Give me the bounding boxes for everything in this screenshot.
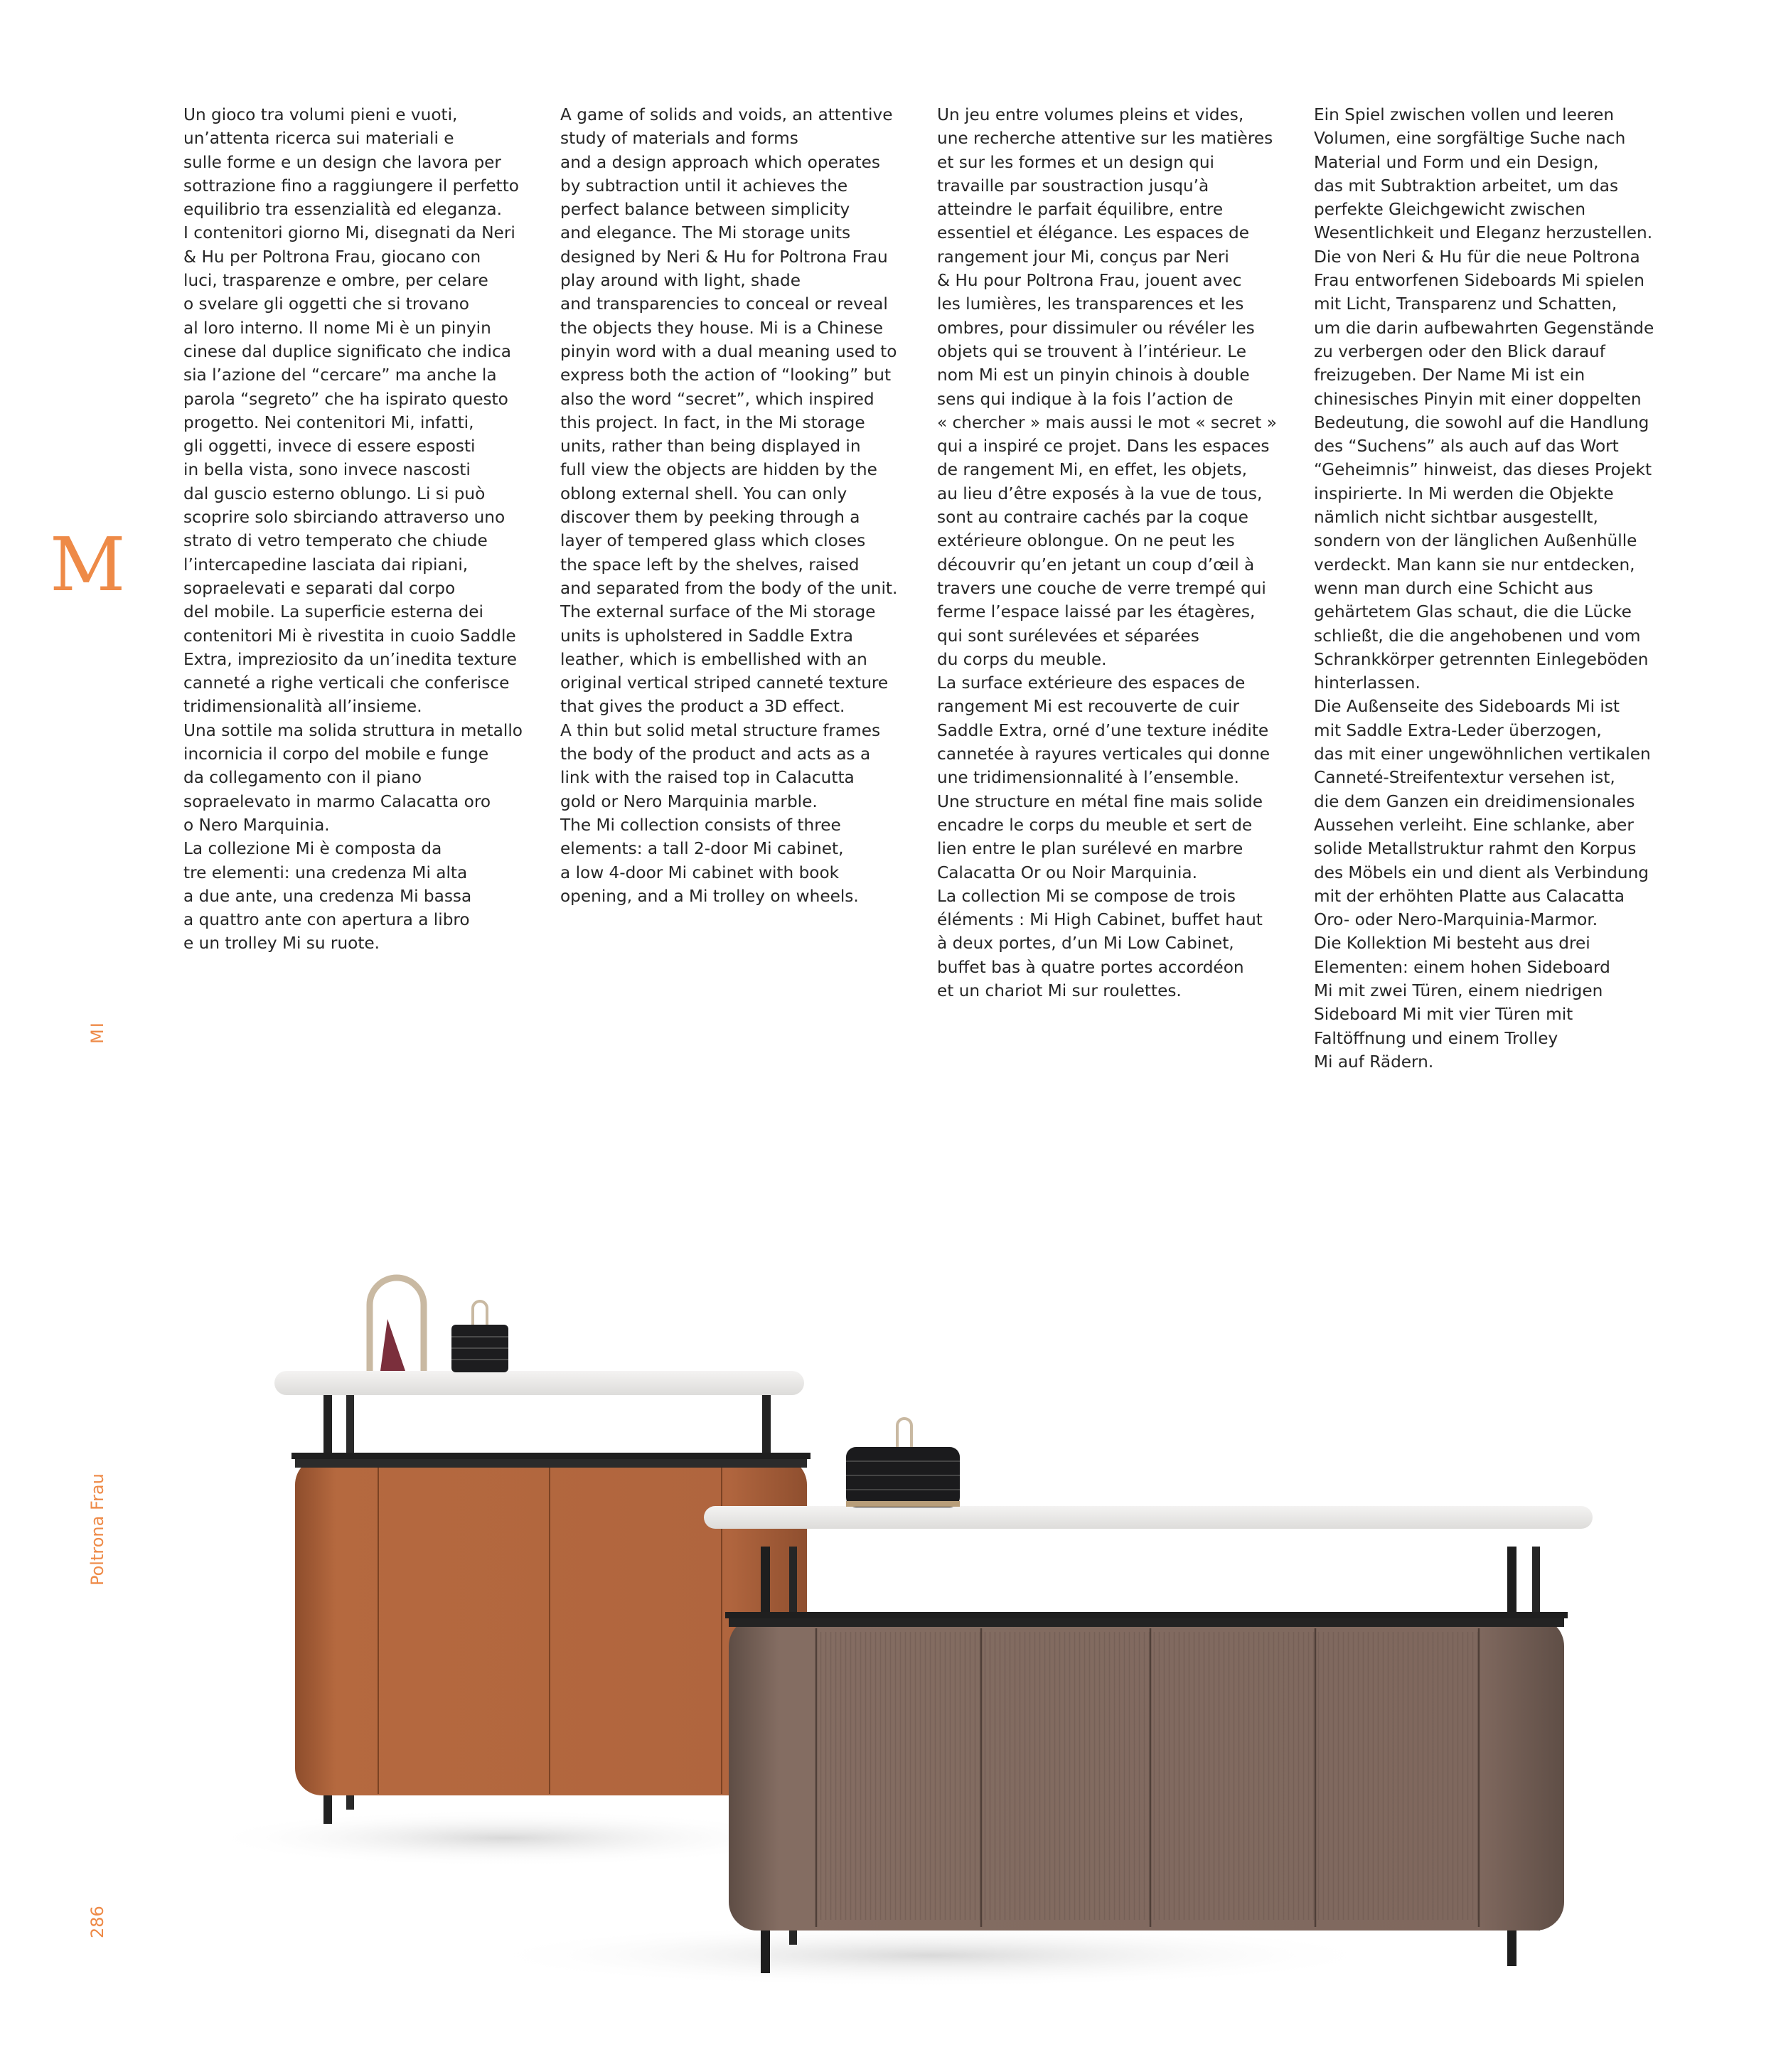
text-column-german: Ein Spiel zwischen vollen und leeren Volumen, eine sorgfältige Suche nach Material und Form und ein Design, das mit Subtraktion arbeitet, um das perfekte Gleichgewicht zwischen Wesentlichkeit und Eleganz herzustellen. Die von Neri & Hu für die neue Poltrona Frau entworfenen Sideboards Mi spielen mit Licht, Transparenz und Schatten, um die darin aufbewahrten Gegenstände zu verbergen oder den Blick darauf freizugeben. Der Name Mi ist ein chinesisches Pinyin mit einer doppelten Bedeutung, die sowohl auf die Handlung des “Suchens” als auch auf das Wort “Geheimnis” hinweist, das dieses Projekt inspirierte. In Mi werden die Objekte nämlich nicht sichtbar ausgestellt, sondern von der länglichen Außenhülle verdeckt. Man kann sie nur entdecken, wenn man durch eine Schicht aus gehärtetem Glas schaut, die die Lücke schließt, die die angehobenen und vom Schrankkörper getrennten Einlegeböden hinterlassen. Die Außenseite des Sideboards Mi ist mit Saddle Extra-Leder überzogen, das mit einer ungewöhnlichen vertikalen Canneté-Streifentextur versehen ist, die dem Ganzen ein dreidimensionales Aussehen verleiht. Eine schlanke, aber solide Metallstruktur rahmt den Korpus des Möbels ein und dient als Verbindung mit der erhöhten Platte aus Calacatta Oro- oder Nero-Marquinia-Marmor. Die Kollektion Mi besteht aus drei Elementen: einem hohen Sideboard Mi mit zwei Türen, einem niedrigen Sideboard Mi mit vier Türen mit Faltöffnung und einem Trolley Mi auf Rädern.: [1314, 105, 1654, 1072]
text-column-english: A game of solids and voids, an attentive study of materials and forms and a design approach which operates by subtraction until it achieves the perfect balance between simplicity and elegance. The Mi storage units designed by Neri & Hu for Poltrona Frau play around with light, shade and transparencies to conceal or reveal the objects they house. Mi is a Chinese pinyin word with a dual meaning used to express both the action of “looking” but also the word “secret”, which inspired this project. In fact, in the Mi storage units, rather than being displayed in full view the objects are hidden by the oblong external shell. You can only discover them by peeking through a layer of tempered glass which closes the space left by the shelves, raised and separated from the body of the unit. The external surface of the Mi storage units is upholstered in Saddle Extra leather, which is embellished with an original vertical striped canneté texture that gives the product a 3D effect. A thin but solid metal structure frames the body of the product and acts as a link with the raised top in Calacutta gold or Nero Marquinia marble. The Mi collection consists of three elements: a tall 2-door Mi cabinet, a low 4-door Mi cabinet with book opening, and a Mi trolley on wheels.: [560, 105, 898, 906]
text-column-italian: Un gioco tra volumi pieni e vuoti, un’attenta ricerca sui materiali e sulle forme e un design che lavora per sottrazione fino a raggiungere il perfetto equilibrio tra essenzialità ed eleganza. I contenitori giorno Mi, disegnati da Neri & Hu per Poltrona Frau, giocano con luci, trasparenze e ombre, per celare o svelare gli oggetti che si trovano al loro interno. Il nome Mi è un pinyin cinese dal duplice significato che indica sia l’azione del “cercare” ma anche la parola “segreto” che ha ispirato questo progetto. Nei contenitori Mi, infatti, gli oggetti, invece di essere esposti in bella vista, sono invece nascosti dal guscio esterno oblungo. Li si può scoprire solo sbirciando attraverso uno strato di vetro temperato che chiude l’intercapedine lasciata dai ripiani, sopraelevati e separati dal corpo del mobile. La superficie esterna dei contenitori Mi è rivestita in cuoio Saddle Extra, impreziosito da un’inedita texture canneté a righe verticali che conferisce tridimensionalità all’insieme. Una sottile ma solida struttura in metallo incornicia il corpo del mobile e funge da collegamento con il piano sopraelevato in marmo Calacatta oro o Nero Marquinia. La collezione Mi è composta da tre elementi: una credenza Mi alta a due ante, una credenza Mi bassa a quattro ante con apertura a libro e un trolley Mi su ruote.: [183, 105, 523, 954]
floor-shadow-tall: [206, 1810, 803, 1867]
text-column-french: Un jeu entre volumes pleins et vides, une recherche attentive sur les matières et sur les formes et un design qui travaille par soustraction jusqu’à atteindre le parfait équilibre, entre essentiel et élégance. Les espaces de rangement jour Mi, conçus par Neri & Hu pour Poltrona Frau, jouent avec les lumières, les transparences et les ombres, pour dissimuler ou révéler les objets qui se trouvent à l’intérieur. Le nom Mi est un pinyin chinois à double sens qui indique à la fois l’action de « chercher » mais aussi le mot « secret » qui a inspiré ce projet. Dans les espaces de rangement Mi, en effet, les objets, au lieu d’être exposés à la vue de tous, sont au contraire cachés par la coque extérieure oblongue. On ne peut les découvrir qu’en jetant un coup d’œil à travers une couche de verre trempé qui ferme l’espace laissé par les étagères, qui sont surélevées et séparées du corps du meuble. La surface extérieure des espaces de rangement Mi est recouverte de cuir Saddle Extra, orné d’une texture inédite cannetée à rayures verticales qui donne une tridimensionnalité à l’ensemble. Une structure en métal fine mais solide encadre le corps du meuble et sert de lien entre le plan surélevé en marbre Calacatta Or ou Noir Marquinia. La collection Mi se compose de trois éléments : Mi High Cabinet, buffet haut à deux portes, d’un Mi Low Cabinet, buffet bas à quatre portes accordéon et un chariot Mi sur roulettes.: [937, 105, 1277, 1000]
page-number: 286: [87, 1906, 107, 1938]
section-label: MI: [87, 1021, 107, 1044]
brand-label: Poltrona Frau: [87, 1473, 107, 1586]
product-photo: [206, 1063, 1664, 1987]
section-initial: M: [50, 521, 126, 608]
low-cabinet: [704, 1419, 1593, 1973]
floor-shadow-low: [476, 1923, 1386, 1987]
